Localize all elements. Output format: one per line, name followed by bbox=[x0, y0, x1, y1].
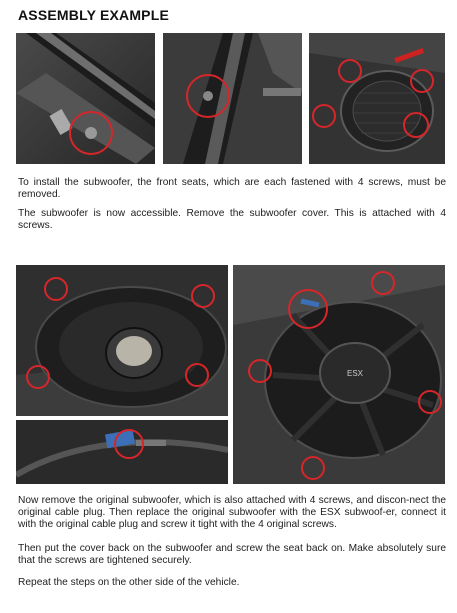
subwoofer-cover-photo bbox=[309, 33, 445, 164]
cable-plug-photo bbox=[16, 420, 228, 484]
instruction-paragraph: Then put the cover back on the subwoofer and screw the seat back on. Make absolutely sure that the screws are tightened securely. bbox=[18, 543, 446, 567]
seat-rail-front-screw-photo bbox=[163, 33, 302, 164]
original-subwoofer-photo bbox=[16, 265, 228, 416]
svg-text:ESX: ESX bbox=[346, 369, 364, 378]
page-title: ASSEMBLY EXAMPLE bbox=[18, 7, 170, 23]
esx-subwoofer-installed-photo bbox=[233, 265, 445, 484]
instruction-paragraph: To install the subwoofer, the front seats, which are each fastened with 4 screws, must be removed. bbox=[18, 177, 446, 201]
instruction-paragraph: Now remove the original subwoofer, which is also attached with 4 screws, and discon-nect the original cable plug. Then replace the original subwoofer with the ESX subwoof-er, connect it with the original cable plug and screw it tight with the 4 original screws. bbox=[18, 495, 446, 531]
seat-rail-screw-photo bbox=[16, 33, 155, 164]
instruction-paragraph: The subwoofer is now accessible. Remove the subwoofer cover. This is attached with 4 screws. bbox=[18, 208, 446, 232]
instruction-paragraph: Repeat the steps on the other side of the vehicle. bbox=[18, 577, 240, 588]
